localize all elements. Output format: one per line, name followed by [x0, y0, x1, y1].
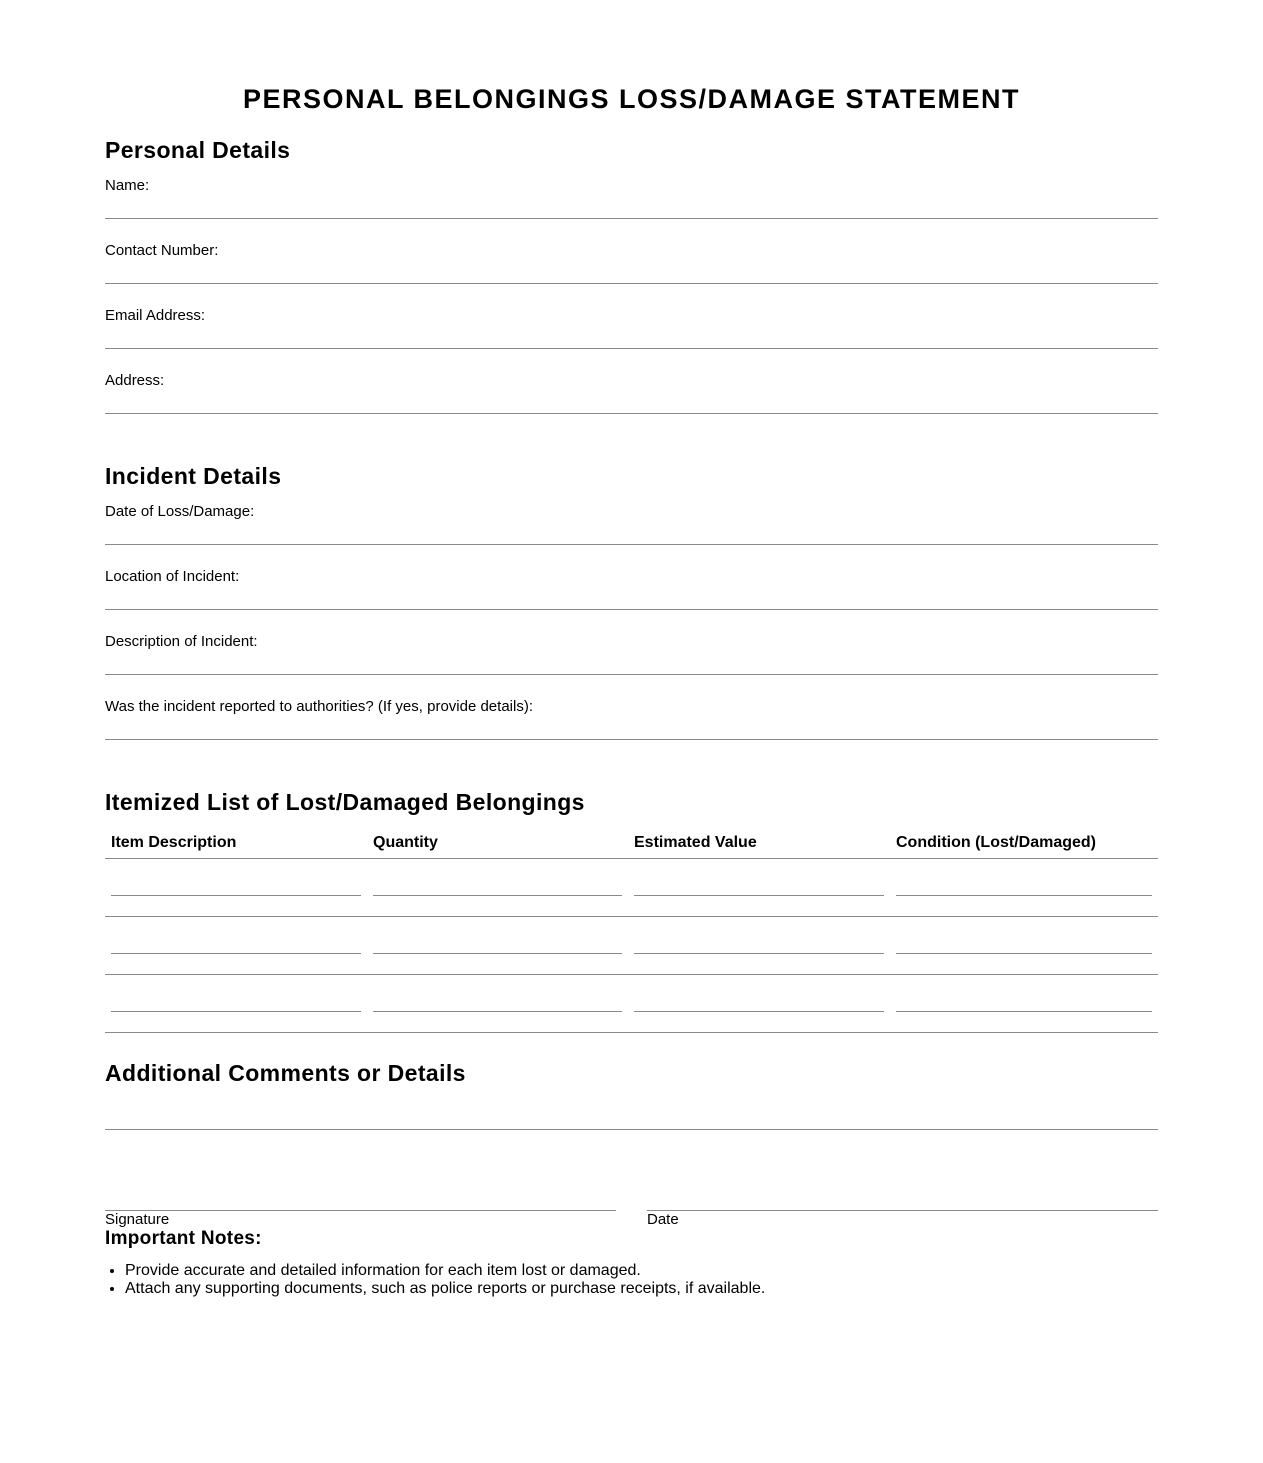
item-description-input-line[interactable]: [111, 895, 361, 896]
column-header-estimated-value: Estimated Value: [634, 834, 757, 851]
item-description-input-line[interactable]: [111, 1011, 361, 1012]
quantity-input-line[interactable]: [373, 895, 622, 896]
column-header-quantity: Quantity: [373, 834, 438, 851]
list-item: • Attach any supporting documents, such as police reports or purchase receipts, if available.: [125, 1280, 765, 1298]
table-row-divider: [105, 1032, 1158, 1033]
reported-to-authorities-label: Was the incident reported to authorities? (If yes, provide details):: [105, 698, 533, 715]
item-description-input-line[interactable]: [111, 953, 361, 954]
estimated-value-input-line[interactable]: [634, 1011, 884, 1012]
itemized-list-heading: Itemized List of Lost/Damaged Belongings: [105, 789, 585, 815]
additional-comments-heading: Additional Comments or Details: [105, 1060, 466, 1086]
email-address-input-line[interactable]: [105, 348, 1158, 349]
condition-input-line[interactable]: [896, 953, 1152, 954]
incident-details-heading: Incident Details: [105, 463, 282, 489]
address-label: Address:: [105, 372, 165, 389]
page-title: PERSONAL BELONGINGS LOSS/DAMAGE STATEMENT: [242, 84, 1021, 114]
personal-details-heading: Personal Details: [105, 137, 291, 163]
date-line[interactable]: [647, 1210, 1158, 1211]
name-field[interactable]: [105, 177, 1158, 242]
table-row: [105, 859, 1158, 917]
contact-number-input-line[interactable]: [105, 283, 1158, 284]
column-header-item-description: Item Description: [111, 834, 237, 851]
estimated-value-input-line[interactable]: [634, 953, 884, 954]
date-of-loss-input-line[interactable]: [105, 544, 1158, 545]
address-field[interactable]: [105, 372, 1158, 437]
additional-comments-input-line[interactable]: [105, 1129, 1158, 1130]
address-input-line[interactable]: [105, 413, 1158, 414]
description-of-incident-field[interactable]: [105, 633, 1158, 698]
contact-number-label: Contact Number:: [105, 242, 219, 259]
date-of-loss-field[interactable]: [105, 503, 1158, 568]
reported-to-authorities-input-line[interactable]: [105, 739, 1158, 740]
estimated-value-input-line[interactable]: [634, 895, 884, 896]
name-input-line[interactable]: [105, 218, 1158, 219]
quantity-input-line[interactable]: [373, 1011, 622, 1012]
location-of-incident-input-line[interactable]: [105, 609, 1158, 610]
description-of-incident-input-line[interactable]: [105, 674, 1158, 675]
date-of-loss-label: Date of Loss/Damage:: [105, 503, 255, 520]
description-of-incident-label: Description of Incident:: [105, 633, 258, 650]
location-of-incident-field[interactable]: [105, 568, 1158, 633]
column-header-condition: Condition (Lost/Damaged): [896, 834, 1096, 851]
contact-number-field[interactable]: [105, 242, 1158, 307]
email-address-label: Email Address:: [105, 307, 206, 324]
condition-input-line[interactable]: [896, 1011, 1152, 1012]
table-row: [105, 917, 1158, 975]
email-address-field[interactable]: [105, 307, 1158, 372]
important-notes-list: [105, 1262, 765, 1298]
signature-label: Signature: [105, 1211, 170, 1228]
signature-line[interactable]: [105, 1210, 616, 1211]
reported-to-authorities-field[interactable]: [105, 698, 1158, 763]
quantity-input-line[interactable]: [373, 953, 622, 954]
important-notes-heading: Important Notes:: [105, 1228, 262, 1249]
location-of-incident-label: Location of Incident:: [105, 568, 240, 585]
list-item: • Provide accurate and detailed information for each item lost or damaged.: [125, 1262, 765, 1280]
name-label: Name:: [105, 177, 150, 194]
date-label: Date: [647, 1211, 679, 1228]
condition-input-line[interactable]: [896, 895, 1152, 896]
table-row: [105, 975, 1158, 1033]
